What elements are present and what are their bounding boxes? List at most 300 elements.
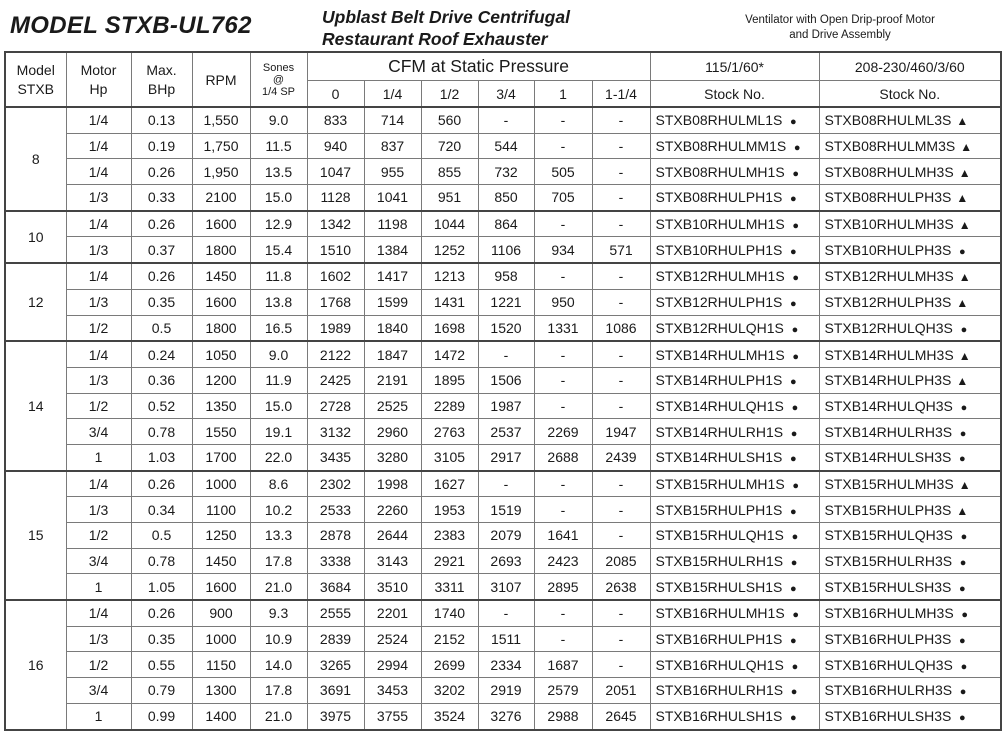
stock-1ph-cell — [650, 237, 819, 263]
cfm-cell: - — [592, 626, 650, 652]
max-bhp-cell: 1.03 — [131, 444, 192, 470]
cfm-cell: 1342 — [307, 211, 364, 237]
triangle-marker-icon: ▲ — [960, 140, 973, 155]
subtitle-line-1: Upblast Belt Drive Centrifugal — [322, 7, 570, 27]
cfm-cell: 3105 — [421, 444, 478, 470]
table-row — [5, 341, 1001, 367]
cfm-cell: - — [592, 107, 650, 133]
cfm-cell: 1998 — [364, 471, 421, 497]
cfm-cell: 3453 — [364, 678, 421, 704]
note-line-1: Ventilator with Open Drip-proof Motor — [745, 14, 935, 26]
stock-number: STXB15RHULRH3S — [824, 553, 953, 570]
sones-cell: 9.3 — [250, 600, 307, 626]
stock-number: STXB15RHULSH3S — [824, 578, 952, 595]
cfm-cell: 850 — [478, 185, 534, 211]
cfm-cell: 864 — [478, 211, 534, 237]
stock-3ph-cell — [819, 185, 1001, 211]
table-row — [5, 497, 1001, 523]
cfm-cell: 1599 — [364, 289, 421, 315]
triangle-marker-icon: ▲ — [956, 191, 969, 206]
cfm-cell: 1768 — [307, 289, 364, 315]
max-bhp-cell: 0.19 — [131, 133, 192, 159]
sones-cell: 8.6 — [250, 471, 307, 497]
stock-number: STXB16RHULPH3S — [824, 631, 952, 648]
stock-3ph-cell — [819, 652, 1001, 678]
stock-number: STXB12RHULPH1S — [655, 294, 783, 311]
max-bhp-cell: 0.13 — [131, 107, 192, 133]
sones-cell: 10.2 — [250, 497, 307, 523]
stock-3ph-cell — [819, 600, 1001, 626]
model-cell: 12 — [5, 263, 66, 341]
cfm-cell: 2079 — [478, 523, 534, 549]
col-header-cfm: CFM at Static Pressure — [307, 52, 650, 81]
cfm-cell: 2537 — [478, 419, 534, 445]
max-bhp-cell: 0.37 — [131, 237, 192, 263]
max-bhp-cell: 0.78 — [131, 419, 192, 445]
circle-marker-icon: ● — [790, 686, 798, 699]
stock-1ph-cell — [650, 626, 819, 652]
cfm-cell: 544 — [478, 133, 534, 159]
motor-hp-cell: 1/4 — [66, 107, 131, 133]
stock-number: STXB14RHULQH1S — [655, 397, 784, 414]
cfm-cell: 2191 — [364, 367, 421, 393]
cfm-cell: - — [592, 523, 650, 549]
sones-cell: 21.0 — [250, 574, 307, 600]
stock-number: STXB10RHULPH3S — [824, 241, 952, 258]
cfm-cell: 2269 — [534, 419, 592, 445]
cfm-cell: 2525 — [364, 393, 421, 419]
sones-cell: 11.8 — [250, 263, 307, 289]
cfm-cell: 720 — [421, 133, 478, 159]
rpm-cell: 1000 — [192, 471, 250, 497]
sp-header: 1-1/4 — [592, 81, 650, 108]
max-bhp-cell: 0.35 — [131, 626, 192, 652]
stock-3ph-cell — [819, 107, 1001, 133]
triangle-marker-icon: ▲ — [958, 270, 971, 285]
cfm-cell: 3975 — [307, 703, 364, 729]
stock-3ph-cell — [819, 237, 1001, 263]
col-header-motor-hp — [66, 52, 131, 107]
cfm-cell: 1987 — [478, 393, 534, 419]
rpm-cell: 1600 — [192, 289, 250, 315]
max-bhp-cell: 0.24 — [131, 341, 192, 367]
cfm-cell: 1740 — [421, 600, 478, 626]
cfm-cell: - — [478, 341, 534, 367]
rpm-cell: 1250 — [192, 523, 250, 549]
cfm-cell: 1627 — [421, 471, 478, 497]
cfm-cell: 1044 — [421, 211, 478, 237]
cfm-cell: - — [592, 211, 650, 237]
rpm-cell: 900 — [192, 600, 250, 626]
stock-1ph-cell — [650, 133, 819, 159]
sones-cell: 11.9 — [250, 367, 307, 393]
motor-hp-cell: 1/3 — [66, 626, 131, 652]
cfm-cell: 2921 — [421, 548, 478, 574]
motor-hp-cell: 1/3 — [66, 237, 131, 263]
stock-number: STXB10RHULPH1S — [655, 241, 783, 258]
cfm-cell: 2699 — [421, 652, 478, 678]
col-header-bhp-l1: Max. — [146, 61, 177, 78]
cfm-cell: - — [592, 185, 650, 211]
cfm-cell: 2289 — [421, 393, 478, 419]
circle-marker-icon: ● — [791, 323, 799, 336]
cfm-cell: - — [478, 471, 534, 497]
stock-3ph-cell — [819, 574, 1001, 600]
cfm-cell: 837 — [364, 133, 421, 159]
cfm-cell: 3691 — [307, 678, 364, 704]
stock-1ph-cell — [650, 211, 819, 237]
stock-number: STXB16RHULRH1S — [655, 682, 784, 699]
cfm-cell: 1687 — [534, 652, 592, 678]
max-bhp-cell: 0.99 — [131, 703, 192, 729]
cfm-cell: - — [534, 626, 592, 652]
cfm-cell: - — [592, 652, 650, 678]
cfm-cell: 2994 — [364, 652, 421, 678]
cfm-cell: 2579 — [534, 678, 592, 704]
stock-number: STXB08RHULMM1S — [655, 138, 787, 155]
cfm-cell: - — [534, 497, 592, 523]
stock-3ph-cell — [819, 289, 1001, 315]
motor-hp-cell: 1/2 — [66, 393, 131, 419]
cfm-cell: 1847 — [364, 341, 421, 367]
stock-number: STXB08RHULMM3S — [824, 138, 956, 155]
max-bhp-cell: 0.35 — [131, 289, 192, 315]
cfm-cell: - — [534, 211, 592, 237]
cfm-cell: - — [592, 393, 650, 419]
cfm-cell: 2334 — [478, 652, 534, 678]
stock-number: STXB15RHULQH3S — [824, 527, 953, 544]
sones-cell: 21.0 — [250, 703, 307, 729]
sones-cell: 22.0 — [250, 444, 307, 470]
stock-1ph-cell — [650, 419, 819, 445]
table-row — [5, 315, 1001, 341]
stock-1ph-cell — [650, 263, 819, 289]
max-bhp-cell: 0.55 — [131, 652, 192, 678]
stock-number: STXB15RHULSH1S — [655, 578, 783, 595]
cfm-cell: - — [592, 367, 650, 393]
cfm-cell: 1331 — [534, 315, 592, 341]
sones-cell: 15.0 — [250, 393, 307, 419]
cfm-cell: - — [592, 497, 650, 523]
stock-number: STXB16RHULRH3S — [824, 682, 953, 699]
stock-number: STXB10RHULMH1S — [655, 216, 785, 233]
cfm-cell: 1511 — [478, 626, 534, 652]
motor-hp-cell: 1/3 — [66, 497, 131, 523]
rpm-cell: 1050 — [192, 341, 250, 367]
circle-marker-icon: ● — [959, 427, 967, 440]
circle-marker-icon: ● — [790, 298, 797, 311]
circle-marker-icon: ● — [961, 609, 968, 622]
cfm-cell: 1198 — [364, 211, 421, 237]
cfm-cell: - — [592, 471, 650, 497]
table-row — [5, 471, 1001, 497]
motor-hp-cell: 3/4 — [66, 548, 131, 574]
circle-marker-icon: ● — [960, 660, 968, 673]
stock-number: STXB14RHULMH1S — [655, 346, 785, 363]
stock-1ph-cell — [650, 367, 819, 393]
cfm-cell: 2555 — [307, 600, 364, 626]
cfm-cell: 2728 — [307, 393, 364, 419]
cfm-cell: 3510 — [364, 574, 421, 600]
rpm-cell: 1800 — [192, 237, 250, 263]
stock-3ph-cell — [819, 419, 1001, 445]
cfm-cell: - — [534, 600, 592, 626]
stock-3ph-cell — [819, 159, 1001, 185]
sp-header: 1/2 — [421, 81, 478, 108]
table-row — [5, 444, 1001, 470]
triangle-marker-icon: ▲ — [956, 374, 969, 389]
stock-number: STXB16RHULQH1S — [655, 656, 784, 673]
sones-cell: 11.5 — [250, 133, 307, 159]
cfm-cell: 2201 — [364, 600, 421, 626]
cfm-cell: 934 — [534, 237, 592, 263]
model-title: MODEL STXB-UL762 — [10, 12, 252, 39]
cfm-cell: - — [534, 341, 592, 367]
col-header-max-bhp — [131, 52, 192, 107]
max-bhp-cell: 0.26 — [131, 471, 192, 497]
col-header-model-l1: Model — [16, 61, 55, 78]
sp-header: 0 — [307, 81, 364, 108]
stock-1ph-cell — [650, 444, 819, 470]
cfm-cell: 2763 — [421, 419, 478, 445]
stock-1ph-cell — [650, 523, 819, 549]
cfm-cell: 1417 — [364, 263, 421, 289]
rpm-cell: 2100 — [192, 185, 250, 211]
motor-hp-cell: 1/4 — [66, 471, 131, 497]
sones-cell: 13.8 — [250, 289, 307, 315]
cfm-cell: - — [534, 107, 592, 133]
circle-marker-icon: ● — [960, 531, 968, 544]
table-row — [5, 159, 1001, 185]
table-row — [5, 263, 1001, 289]
rpm-cell: 1600 — [192, 574, 250, 600]
stock-number: STXB14RHULMH3S — [824, 346, 954, 363]
circle-marker-icon: ● — [792, 350, 799, 363]
header-note — [690, 13, 990, 43]
stock-3ph-cell — [819, 367, 1001, 393]
stock-3ph-cell — [819, 703, 1001, 729]
stock-1ph-cell — [650, 315, 819, 341]
table-row — [5, 133, 1001, 159]
motor-hp-cell: 1/2 — [66, 652, 131, 678]
stock-number: STXB08RHULML1S — [655, 112, 783, 129]
cfm-cell: 3338 — [307, 548, 364, 574]
stock-number: STXB12RHULQH3S — [824, 319, 953, 336]
col-header-bhp-l2: BHp — [147, 80, 176, 97]
model-group-12 — [5, 263, 1001, 341]
sones-cell: 13.3 — [250, 523, 307, 549]
cfm-cell: 1989 — [307, 315, 364, 341]
max-bhp-cell: 0.26 — [131, 211, 192, 237]
max-bhp-cell: 1.05 — [131, 574, 192, 600]
cfm-cell: 1895 — [421, 367, 478, 393]
circle-marker-icon: ● — [960, 401, 968, 414]
cfm-cell: 2152 — [421, 626, 478, 652]
sones-cell: 13.5 — [250, 159, 307, 185]
cfm-cell: 3755 — [364, 703, 421, 729]
motor-hp-cell: 1 — [66, 574, 131, 600]
motor-hp-cell: 1/3 — [66, 289, 131, 315]
cfm-cell: 2260 — [364, 497, 421, 523]
triangle-marker-icon: ▲ — [958, 348, 971, 363]
cfm-cell: 940 — [307, 133, 364, 159]
stock-number: STXB16RHULMH3S — [824, 605, 954, 622]
circle-marker-icon: ● — [791, 660, 799, 673]
cfm-cell: - — [478, 600, 534, 626]
stock-3ph-cell — [819, 263, 1001, 289]
stock-3ph-cell — [819, 626, 1001, 652]
stock-3ph-cell — [819, 211, 1001, 237]
cfm-cell: 1086 — [592, 315, 650, 341]
cfm-cell: 1106 — [478, 237, 534, 263]
cfm-cell: 2122 — [307, 341, 364, 367]
stock-1ph-cell — [650, 107, 819, 133]
cfm-cell: 2638 — [592, 574, 650, 600]
motor-hp-cell: 1/3 — [66, 185, 131, 211]
col-header-sones — [250, 52, 307, 107]
col-header-rpm: RPM — [192, 52, 250, 107]
stock-number: STXB12RHULMH3S — [824, 268, 954, 285]
stock-1ph-cell — [650, 185, 819, 211]
stock-number: STXB14RHULRH1S — [655, 423, 784, 440]
rpm-cell: 1,950 — [192, 159, 250, 185]
cfm-cell: - — [592, 133, 650, 159]
table-row — [5, 703, 1001, 729]
sones-cell: 17.8 — [250, 548, 307, 574]
cfm-cell: 1698 — [421, 315, 478, 341]
table-row — [5, 678, 1001, 704]
table-row — [5, 652, 1001, 678]
col-header-sones-l1: Sones — [262, 61, 295, 74]
circle-marker-icon: ● — [790, 557, 798, 570]
cfm-cell: 1953 — [421, 497, 478, 523]
stock-number: STXB14RHULRH3S — [824, 423, 953, 440]
circle-marker-icon: ● — [959, 635, 966, 648]
circle-marker-icon: ● — [959, 712, 966, 725]
cfm-cell: 705 — [534, 185, 592, 211]
circle-marker-icon: ● — [959, 557, 967, 570]
sones-cell: 10.9 — [250, 626, 307, 652]
circle-marker-icon: ● — [792, 609, 799, 622]
cfm-cell: 1840 — [364, 315, 421, 341]
model-cell: 10 — [5, 211, 66, 263]
cfm-cell: 2533 — [307, 497, 364, 523]
cfm-cell: 1252 — [421, 237, 478, 263]
rpm-cell: 1600 — [192, 211, 250, 237]
table-row — [5, 419, 1001, 445]
rpm-cell: 1,550 — [192, 107, 250, 133]
model-group-15 — [5, 471, 1001, 600]
cfm-cell: 714 — [364, 107, 421, 133]
cfm-cell: 2917 — [478, 444, 534, 470]
cfm-cell: - — [592, 289, 650, 315]
stock-1ph-cell — [650, 574, 819, 600]
subtitle-line-2: Restaurant Roof Exhauster — [322, 29, 548, 49]
col-header-motor-l2: Hp — [89, 80, 108, 97]
stock-number: STXB15RHULPH1S — [655, 501, 783, 518]
cfm-cell: 1602 — [307, 263, 364, 289]
stock-number: STXB15RHULMH1S — [655, 475, 785, 492]
stock-1ph-cell — [650, 159, 819, 185]
stock-1ph-cell — [650, 600, 819, 626]
stock-number: STXB15RHULRH1S — [655, 553, 784, 570]
cfm-cell: 2383 — [421, 523, 478, 549]
stock-1ph-cell — [650, 471, 819, 497]
circle-marker-icon: ● — [790, 427, 798, 440]
motor-hp-cell: 1/2 — [66, 523, 131, 549]
stock-1ph-cell — [650, 393, 819, 419]
circle-marker-icon: ● — [959, 582, 966, 595]
stock-3ph-cell — [819, 678, 1001, 704]
table-row — [5, 107, 1001, 133]
stock-number: STXB10RHULMH3S — [824, 216, 954, 233]
stock-3ph-cell — [819, 315, 1001, 341]
cfm-cell: 3265 — [307, 652, 364, 678]
circle-marker-icon: ● — [790, 116, 797, 129]
circle-marker-icon: ● — [790, 453, 797, 466]
table-row — [5, 211, 1001, 237]
stock-1ph-cell — [650, 678, 819, 704]
sones-cell: 9.0 — [250, 341, 307, 367]
rpm-cell: 1450 — [192, 548, 250, 574]
sp-header: 3/4 — [478, 81, 534, 108]
stock-number: STXB16RHULSH3S — [824, 708, 952, 725]
cfm-cell: 2839 — [307, 626, 364, 652]
sones-cell: 12.9 — [250, 211, 307, 237]
rpm-cell: 1100 — [192, 497, 250, 523]
max-bhp-cell: 0.26 — [131, 600, 192, 626]
motor-hp-cell: 1/4 — [66, 211, 131, 237]
cfm-cell: 2051 — [592, 678, 650, 704]
table-row — [5, 548, 1001, 574]
cfm-cell: - — [534, 471, 592, 497]
circle-marker-icon: ● — [790, 582, 797, 595]
cfm-cell: 1221 — [478, 289, 534, 315]
cfm-cell: 2895 — [534, 574, 592, 600]
cfm-cell: 505 — [534, 159, 592, 185]
cfm-cell: 3684 — [307, 574, 364, 600]
stock-no-header-3: Stock No. — [819, 81, 1001, 108]
cfm-cell: 3280 — [364, 444, 421, 470]
cfm-cell: 951 — [421, 185, 478, 211]
circle-marker-icon: ● — [791, 531, 799, 544]
stock-number: STXB08RHULMH3S — [824, 163, 954, 180]
cfm-cell: 1641 — [534, 523, 592, 549]
cfm-cell: 955 — [364, 159, 421, 185]
product-subtitle — [322, 6, 652, 50]
cfm-cell: - — [534, 367, 592, 393]
cfm-cell: 1472 — [421, 341, 478, 367]
table-row — [5, 289, 1001, 315]
motor-hp-cell: 1 — [66, 703, 131, 729]
stock-number: STXB15RHULPH3S — [824, 501, 952, 518]
circle-marker-icon: ● — [792, 479, 799, 492]
sones-cell: 15.0 — [250, 185, 307, 211]
table-row — [5, 600, 1001, 626]
sones-cell: 17.8 — [250, 678, 307, 704]
rpm-cell: 1550 — [192, 419, 250, 445]
triangle-marker-icon: ▲ — [956, 114, 969, 129]
sp-header: 1 — [534, 81, 592, 108]
cfm-cell: - — [534, 263, 592, 289]
circle-marker-icon: ● — [790, 193, 797, 206]
cfm-cell: - — [592, 263, 650, 289]
table-row — [5, 523, 1001, 549]
stock-number: STXB16RHULQH3S — [824, 656, 953, 673]
model-cell: 15 — [5, 471, 66, 600]
motor-hp-cell: 1/4 — [66, 133, 131, 159]
motor-hp-cell: 1/3 — [66, 367, 131, 393]
